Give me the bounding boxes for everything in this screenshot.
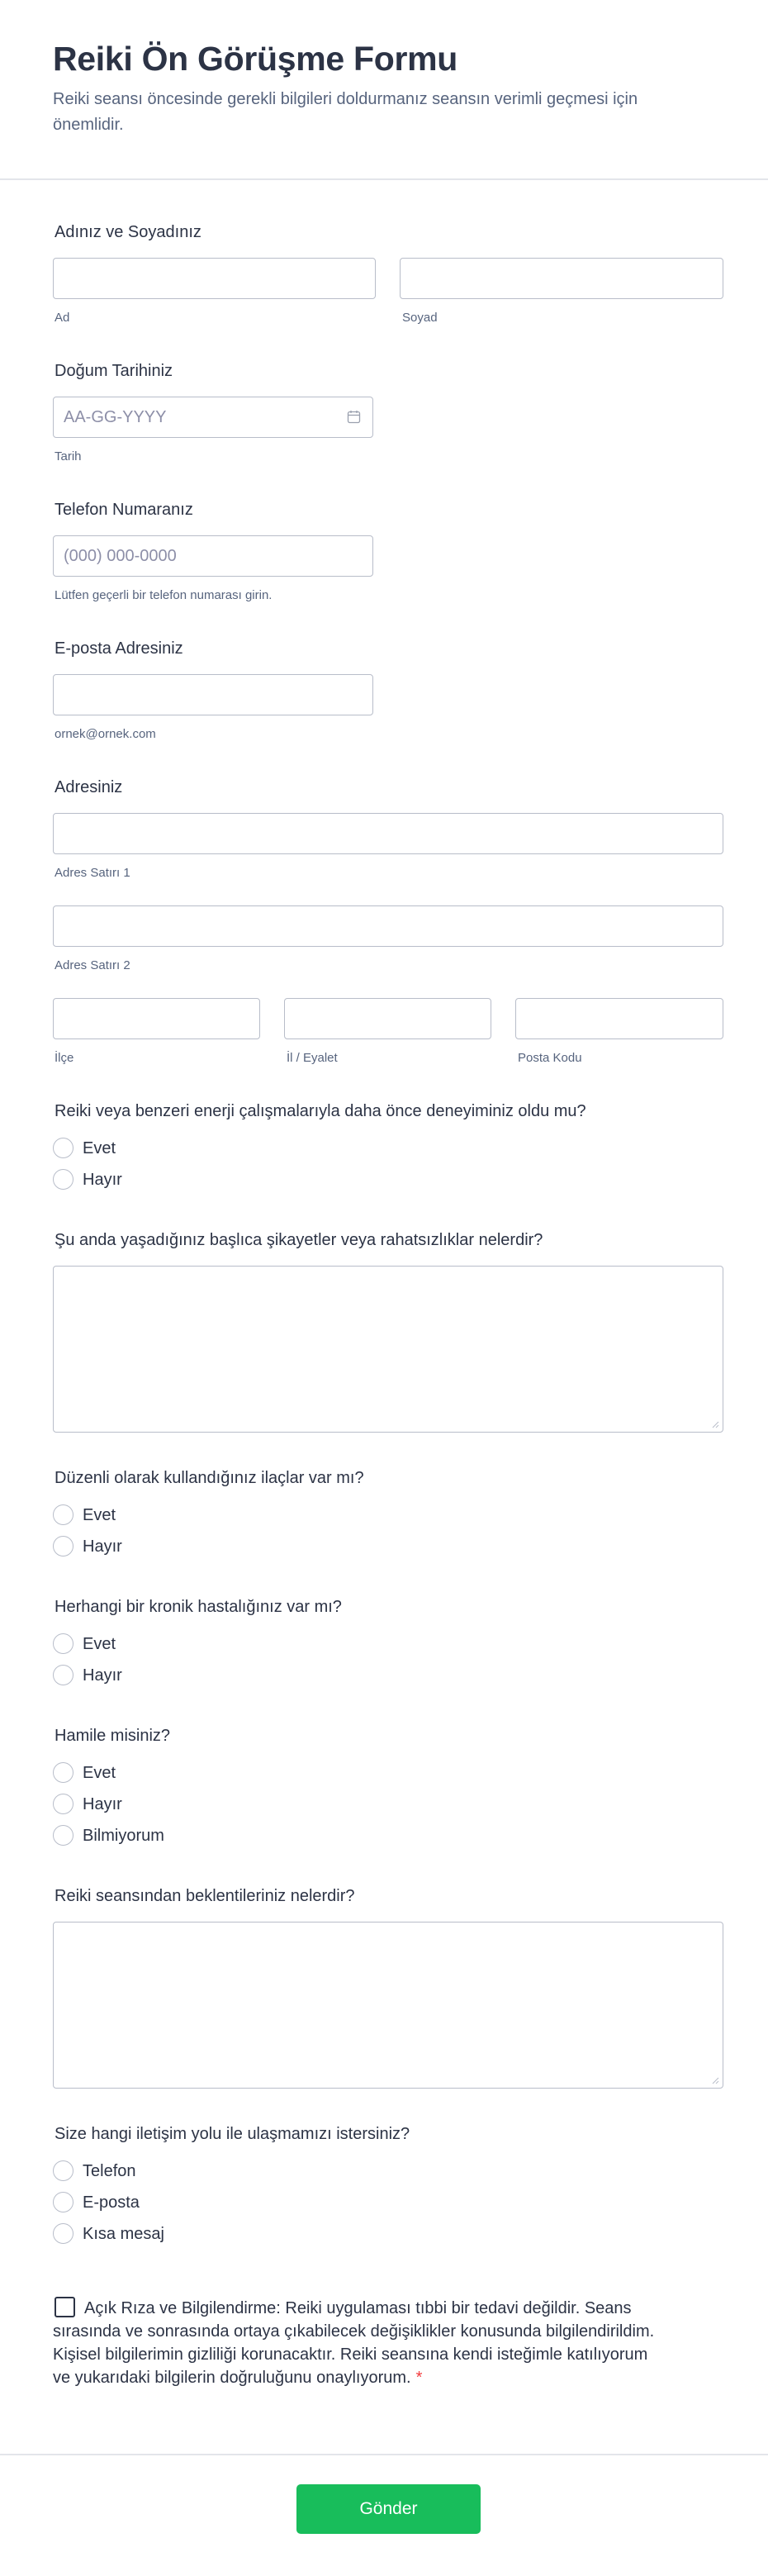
address-line2-sublabel: Adres Satırı 2	[55, 958, 130, 972]
form-header	[0, 0, 768, 180]
resize-grip-icon[interactable]	[711, 1420, 719, 1428]
pregnant-radio-yes[interactable]	[53, 1762, 73, 1783]
pregnant-radio-no[interactable]	[53, 1794, 73, 1814]
experience-radio-no[interactable]	[53, 1169, 73, 1190]
experience-option-no[interactable]: Hayır	[83, 1171, 122, 1189]
required-mark: *	[415, 2369, 423, 2387]
postal-code-sublabel: Posta Kodu	[518, 1051, 582, 1065]
experience-radio-yes[interactable]	[53, 1138, 73, 1158]
phone-sublabel: Lütfen geçerli bir telefon numarası girin.	[55, 588, 273, 602]
medication-radio-yes[interactable]	[53, 1504, 73, 1525]
contact-question: Size hangi iletişim yolu ile ulaşmamızı istersiniz?	[55, 2125, 410, 2143]
phone-placeholder: (000) 000-0000	[64, 547, 177, 565]
last-name-input[interactable]	[400, 258, 723, 299]
pregnant-option-no[interactable]: Hayır	[83, 1795, 122, 1813]
address-label: Adresiniz	[55, 778, 123, 796]
consent-label: Açık Rıza ve Bilgilendirme: Reiki uygulaması tıbbi bir tedavi değildir. Seans sırasında ve sonrasında ortaya çıkabilecek değişiklikler konusunda bilgilendirildim. Kişisel bilgilerimin gizliliği korunacaktır. Reiki seansına kendi isteğimle katılıyorum ve yukarıdaki bilgilerin doğruluğunu onaylıyorum.	[53, 2299, 655, 2387]
contact-radio-phone[interactable]	[53, 2160, 73, 2181]
phone-input[interactable]	[53, 535, 373, 577]
page-subtitle: Reiki seansı öncesinde gerekli bilgileri doldurmanız seansın verimli geçmesi için önemlidir.	[53, 90, 638, 134]
address-line2-input[interactable]	[53, 905, 723, 947]
province-input[interactable]	[284, 998, 491, 1039]
chronic-option-yes[interactable]: Evet	[83, 1635, 116, 1653]
first-name-sublabel: Ad	[55, 311, 70, 325]
medication-option-no[interactable]: Hayır	[83, 1538, 122, 1556]
pregnant-option-yes[interactable]: Evet	[83, 1764, 116, 1782]
expectations-question: Reiki seansından beklentileriniz nelerdir?	[55, 1887, 355, 1905]
medication-question: Düzenli olarak kullandığınız ilaçlar var mı?	[55, 1469, 364, 1487]
phone-label: Telefon Numaranız	[55, 501, 193, 519]
first-name-input[interactable]	[53, 258, 376, 299]
contact-option-phone[interactable]: Telefon	[83, 2162, 136, 2180]
name-label: Adınız ve Soyadınız	[55, 223, 201, 241]
consent-text	[53, 2297, 664, 2389]
email-sublabel: ornek@ornek.com	[55, 727, 156, 741]
last-name-sublabel: Soyad	[402, 311, 438, 325]
email-label: E-posta Adresiniz	[55, 639, 183, 658]
submit-button[interactable]: Gönder	[296, 2484, 481, 2534]
experience-question: Reiki veya benzeri enerji çalışmalarıyla daha önce deneyiminiz oldu mu?	[55, 1102, 586, 1120]
contact-radio-email[interactable]	[53, 2192, 73, 2212]
birth-date-label: Doğum Tarihiniz	[55, 362, 173, 380]
pregnant-question: Hamile misiniz?	[55, 1727, 171, 1745]
complaints-textarea[interactable]	[53, 1266, 723, 1433]
chronic-question: Herhangi bir kronik hastalığınız var mı?	[55, 1598, 342, 1616]
district-sublabel: İlçe	[55, 1051, 74, 1065]
pregnant-radio-unknown[interactable]	[53, 1825, 73, 1846]
contact-option-sms[interactable]: Kısa mesaj	[83, 2225, 164, 2243]
pregnant-option-unknown[interactable]: Bilmiyorum	[83, 1827, 164, 1845]
complaints-question: Şu anda yaşadığınız başlıca şikayetler veya rahatsızlıklar nelerdir?	[55, 1231, 543, 1249]
medication-option-yes[interactable]: Evet	[83, 1506, 116, 1524]
experience-option-yes[interactable]: Evet	[83, 1139, 116, 1157]
address-line1-sublabel: Adres Satırı 1	[55, 866, 130, 880]
chronic-radio-no[interactable]	[53, 1665, 73, 1685]
province-sublabel: İl / Eyalet	[287, 1051, 338, 1065]
expectations-textarea[interactable]	[53, 1922, 723, 2089]
calendar-icon[interactable]	[347, 410, 361, 424]
district-input[interactable]	[53, 998, 260, 1039]
chronic-radio-yes[interactable]	[53, 1633, 73, 1654]
contact-radio-sms[interactable]	[53, 2223, 73, 2244]
birth-date-sublabel: Tarih	[55, 449, 82, 463]
contact-option-email[interactable]: E-posta	[83, 2193, 140, 2212]
chronic-option-no[interactable]: Hayır	[83, 1666, 122, 1685]
postal-code-input[interactable]	[515, 998, 723, 1039]
medication-radio-no[interactable]	[53, 1536, 73, 1557]
resize-grip-icon[interactable]	[711, 2076, 719, 2084]
email-input[interactable]	[53, 674, 373, 715]
birth-date-placeholder: AA-GG-YYYY	[64, 408, 167, 426]
birth-date-input[interactable]	[53, 397, 373, 438]
address-line1-input[interactable]	[53, 813, 723, 854]
page-title: Reiki Ön Görüşme Formu	[53, 40, 458, 78]
